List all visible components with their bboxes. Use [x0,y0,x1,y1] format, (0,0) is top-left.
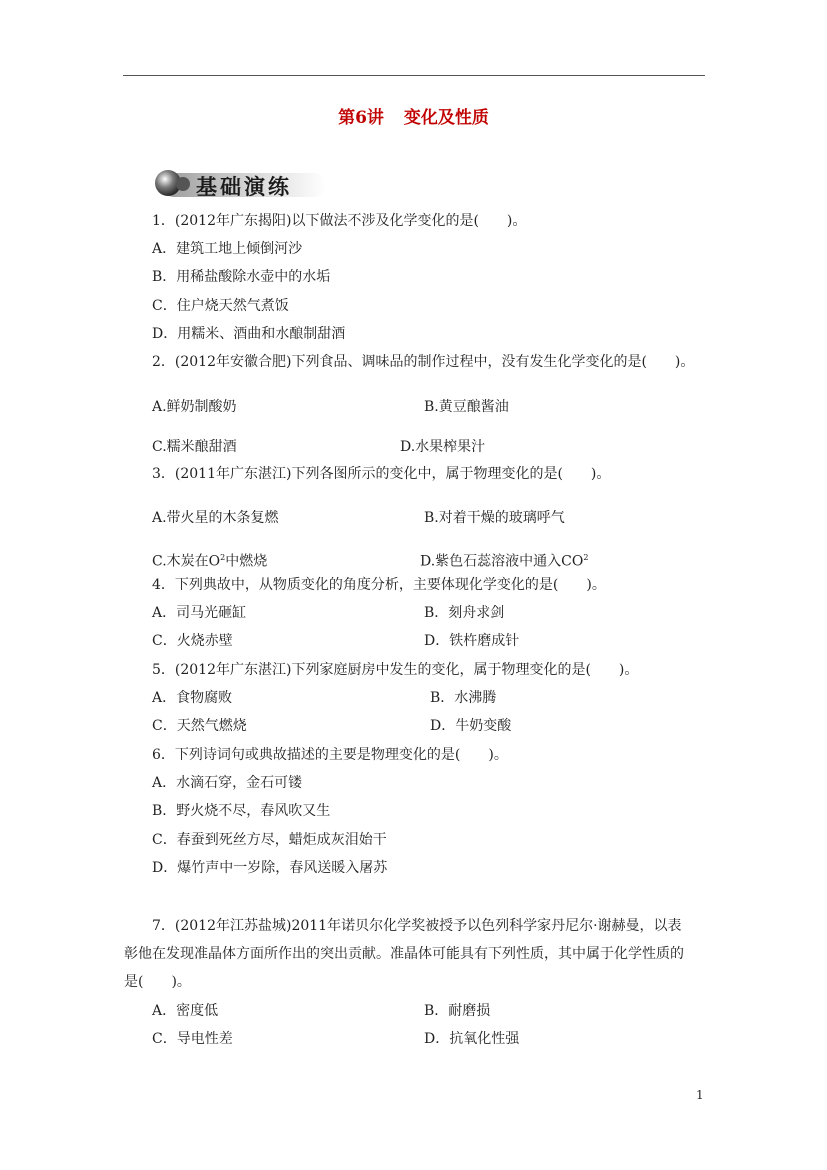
q1-stem: 1．(2012年广东揭阳)以下做法不涉及化学变化的是( )。 [152,213,527,229]
q3-option-c-text: C.木炭在O [152,553,221,570]
q5-option-c: C．天然气燃烧 [152,718,247,734]
page-number: 1 [696,1088,704,1102]
q3-option-b: B.对着干燥的玻璃呼气 [424,510,565,526]
q2-stem: 2．(2012年安徽合肥)下列食品、调味品的制作过程中，没有发生化学变化的是( )。 [152,354,695,370]
q3-option-d-text: D.紫色石蕊溶液中通入CO [420,553,584,570]
q2-option-a: A.鲜奶制酸奶 [152,399,237,415]
q6-option-b: B．野火烧不尽，春风吹又生 [152,803,331,819]
q1-option-d: D．用糯米、酒曲和水酿制甜酒 [152,326,346,342]
q3-option-d [420,549,588,571]
q7-option-c: C．导电性差 [152,1031,233,1047]
q1-option-c: C．住户烧天然气煮饭 [152,298,289,314]
q7-option-b: B．耐磨损 [424,1003,491,1019]
q7-option-d: D．抗氧化性强 [424,1031,520,1047]
q2-option-c: C.糯米酿甜酒 [152,439,237,455]
q7-option-a: A．密度低 [152,1003,219,1019]
page-title [0,103,827,128]
q3-option-c-tail: 中燃烧 [225,553,268,570]
header-rule [123,75,705,76]
q5-stem: 5．(2012年广东湛江)下列家庭厨房中发生的变化，属于物理变化的是( )。 [152,662,639,678]
q5-option-a: A．食物腐败 [152,690,233,706]
q5-option-d: D．牛奶变酸 [430,718,512,734]
q2-option-b: B.黄豆酿酱油 [424,399,509,415]
q2-option-d: D.水果榨果汁 [400,439,486,455]
q6-stem: 6．下列诗词句或典故描述的主要是物理变化的是( )。 [152,747,508,763]
q4-option-b: B．刻舟求剑 [424,605,505,621]
title-prefix: 第6讲 [338,108,384,128]
q3-option-c-subscript: 2 [220,553,226,562]
q6-option-d: D．爆竹声中一岁除，春风送暖入屠苏 [152,860,388,876]
q3-option-d-subscript: 2 [583,553,589,562]
section-label: 基础演练 [196,175,292,199]
q3-stem: 3．(2011年广东湛江)下列各图所示的变化中，属于物理变化的是( )。 [152,466,611,482]
section-banner [148,167,326,201]
q1-option-a: A．建筑工地上倾倒河沙 [152,241,303,257]
q7-stem-line-1: 7．(2012年江苏盐城)2011年诺贝尔化学奖被授予以色列科学家丹尼尔·谢赫曼，以表 [152,918,682,934]
q7-stem-line-2: 彰他在发现准晶体方面所作出的突出贡献。准晶体可能具有下列性质，其中属于化学性质的 [124,946,684,962]
q4-option-a: A．司马光砸缸 [152,605,247,621]
q1-option-b: B．用稀盐酸除水壶中的水垢 [152,269,331,285]
q6-option-a: A．水滴石穿，金石可镂 [152,775,303,791]
q6-option-c: C．春蚕到死丝方尽，蜡炬成灰泪始干 [152,832,387,848]
q3-option-c [152,549,267,571]
q4-stem: 4．下列典故中，从物质变化的角度分析，主要体现化学变化的是( )。 [152,577,606,593]
q5-option-b: B．水沸腾 [430,690,497,706]
q3-option-a: A.带火星的木条复燃 [152,510,279,526]
q4-option-c: C．火烧赤壁 [152,633,233,649]
q7-stem-line-3: 是( )。 [124,974,191,990]
title-main: 变化及性质 [403,108,489,128]
q4-option-d: D．铁杵磨成针 [424,633,520,649]
